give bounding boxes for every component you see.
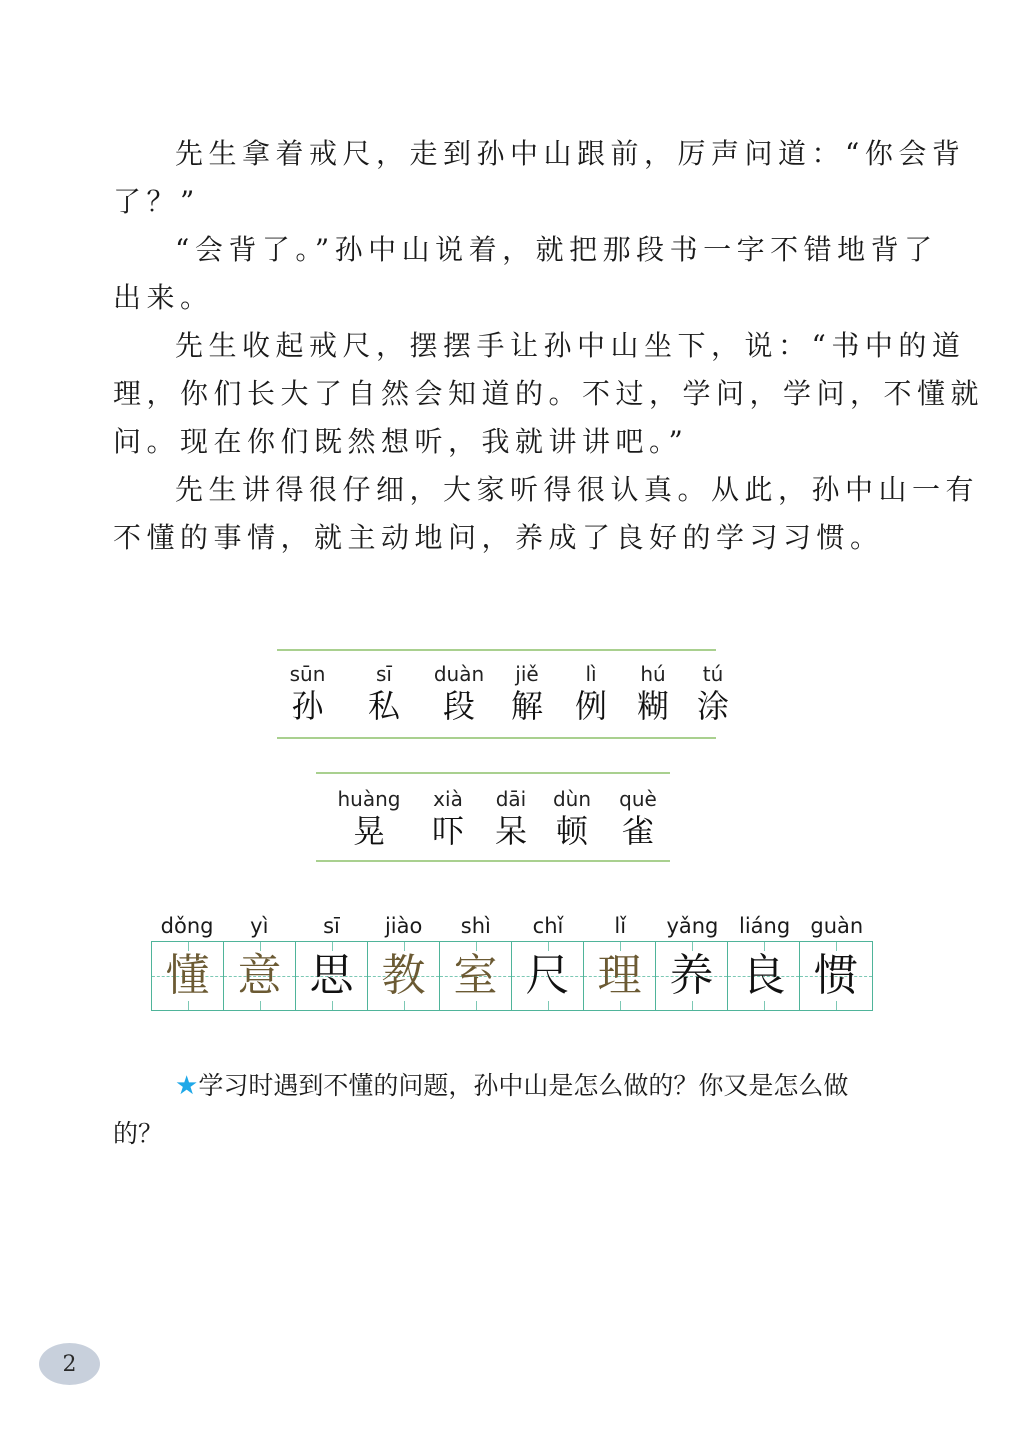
word-card <box>285 662 330 726</box>
pinyin: dǒng <box>160 914 214 938</box>
hanzi: 呆 <box>494 812 527 850</box>
hanzi: 私 <box>367 687 400 725</box>
pinyin: sī <box>376 662 392 686</box>
grid-cell <box>152 942 224 1010</box>
word-card <box>423 787 473 851</box>
word-card <box>563 662 619 726</box>
grid-cell <box>728 942 800 1010</box>
word-card <box>348 662 420 726</box>
grid-cell <box>584 942 656 1010</box>
recognize-words-row-2 <box>330 787 666 851</box>
question-text: 学习时遇到不懂的问题，孙中山是怎么做的？你又是怎么做 <box>198 1071 849 1100</box>
pinyin: xià <box>433 787 463 811</box>
divider-line <box>316 860 670 862</box>
word-card <box>623 662 683 726</box>
story-line: 问。现在你们既然想听，我就讲讲吧。” <box>113 425 689 458</box>
word-card <box>486 787 536 851</box>
pinyin: sūn <box>289 662 326 686</box>
star-icon: ★ <box>175 1071 199 1101</box>
grid-hanzi: 意 <box>237 950 282 1001</box>
grid-pinyin-row <box>151 912 873 941</box>
grid-cell <box>800 942 872 1010</box>
pinyin: dāi <box>495 787 527 811</box>
pinyin: yǎng <box>666 914 719 938</box>
word-card <box>683 662 743 726</box>
word-card <box>610 787 666 851</box>
grid-hanzi: 懂 <box>165 950 210 1001</box>
story-line: 出来。 <box>113 281 214 314</box>
writing-practice-grid <box>151 912 873 1011</box>
question-line-1 <box>175 1062 848 1110</box>
hanzi: 吓 <box>431 812 464 850</box>
pinyin: lǐ <box>614 914 627 938</box>
hanzi: 雀 <box>621 812 654 850</box>
pinyin: lì <box>585 662 597 686</box>
story-line: 先生收起戒尺，摆摆手让孙中山坐下，说：“书中的道 <box>175 329 966 362</box>
word-card <box>544 787 600 851</box>
grid-hanzi: 理 <box>597 950 642 1001</box>
story-line: 了？” <box>113 185 200 218</box>
hanzi: 顿 <box>555 812 588 850</box>
grid-cell <box>368 942 440 1010</box>
story-line: 先生讲得很仔细，大家听得很认真。从此，孙中山一有 <box>175 473 980 506</box>
story-line: 理，你们长大了自然会知道的。不过，学问，学问，不懂就 <box>113 377 985 410</box>
question-line-2: 的？ <box>113 1119 164 1148</box>
page-number-badge: 2 <box>39 1343 100 1385</box>
pinyin: guàn <box>810 914 864 938</box>
grid-cell <box>656 942 728 1010</box>
grid-cell <box>224 942 296 1010</box>
pinyin: liáng <box>739 914 791 938</box>
divider-line <box>316 772 670 774</box>
word-card <box>330 787 408 851</box>
grid-cell <box>296 942 368 1010</box>
pinyin: sī <box>323 914 340 938</box>
word-card <box>495 662 559 726</box>
tianzige-grid <box>151 941 873 1011</box>
grid-cell <box>440 942 512 1010</box>
pinyin: jiě <box>515 662 539 686</box>
pinyin: chǐ <box>532 914 564 938</box>
word-card <box>423 662 495 726</box>
grid-cell <box>512 942 584 1010</box>
story-line: 先生拿着戒尺，走到孙中山跟前，厉声问道：“你会背 <box>175 137 966 170</box>
pinyin: huàng <box>337 787 401 811</box>
hanzi: 例 <box>574 687 607 725</box>
hanzi: 晃 <box>352 812 385 850</box>
grid-hanzi: 思 <box>309 950 354 1001</box>
pinyin: hú <box>640 662 666 686</box>
hanzi: 解 <box>510 687 543 725</box>
recognize-words-row-1 <box>285 662 743 726</box>
pinyin: duàn <box>433 662 485 686</box>
pinyin: tú <box>702 662 724 686</box>
hanzi: 糊 <box>636 687 669 725</box>
story-line: 不懂的事情，就主动地问，养成了良好的学习习惯。 <box>113 521 884 554</box>
hanzi: 段 <box>442 687 475 725</box>
grid-hanzi: 养 <box>669 950 714 1001</box>
story-line: “会背了。”孙中山说着，就把那段书一字不错地背了 <box>175 233 938 266</box>
grid-hanzi: 尺 <box>525 950 570 1001</box>
pinyin: shì <box>460 914 491 938</box>
pinyin: yì <box>250 914 269 938</box>
pinyin: què <box>619 787 657 811</box>
grid-hanzi: 室 <box>453 950 498 1001</box>
grid-hanzi: 惯 <box>814 950 858 1001</box>
grid-hanzi: 良 <box>741 950 786 1001</box>
divider-line <box>277 649 716 651</box>
pinyin: dùn <box>552 787 592 811</box>
pinyin: jiào <box>384 914 423 938</box>
divider-line <box>277 737 716 739</box>
grid-hanzi: 教 <box>381 950 426 1001</box>
hanzi: 孙 <box>291 687 324 725</box>
hanzi: 涂 <box>696 687 729 725</box>
